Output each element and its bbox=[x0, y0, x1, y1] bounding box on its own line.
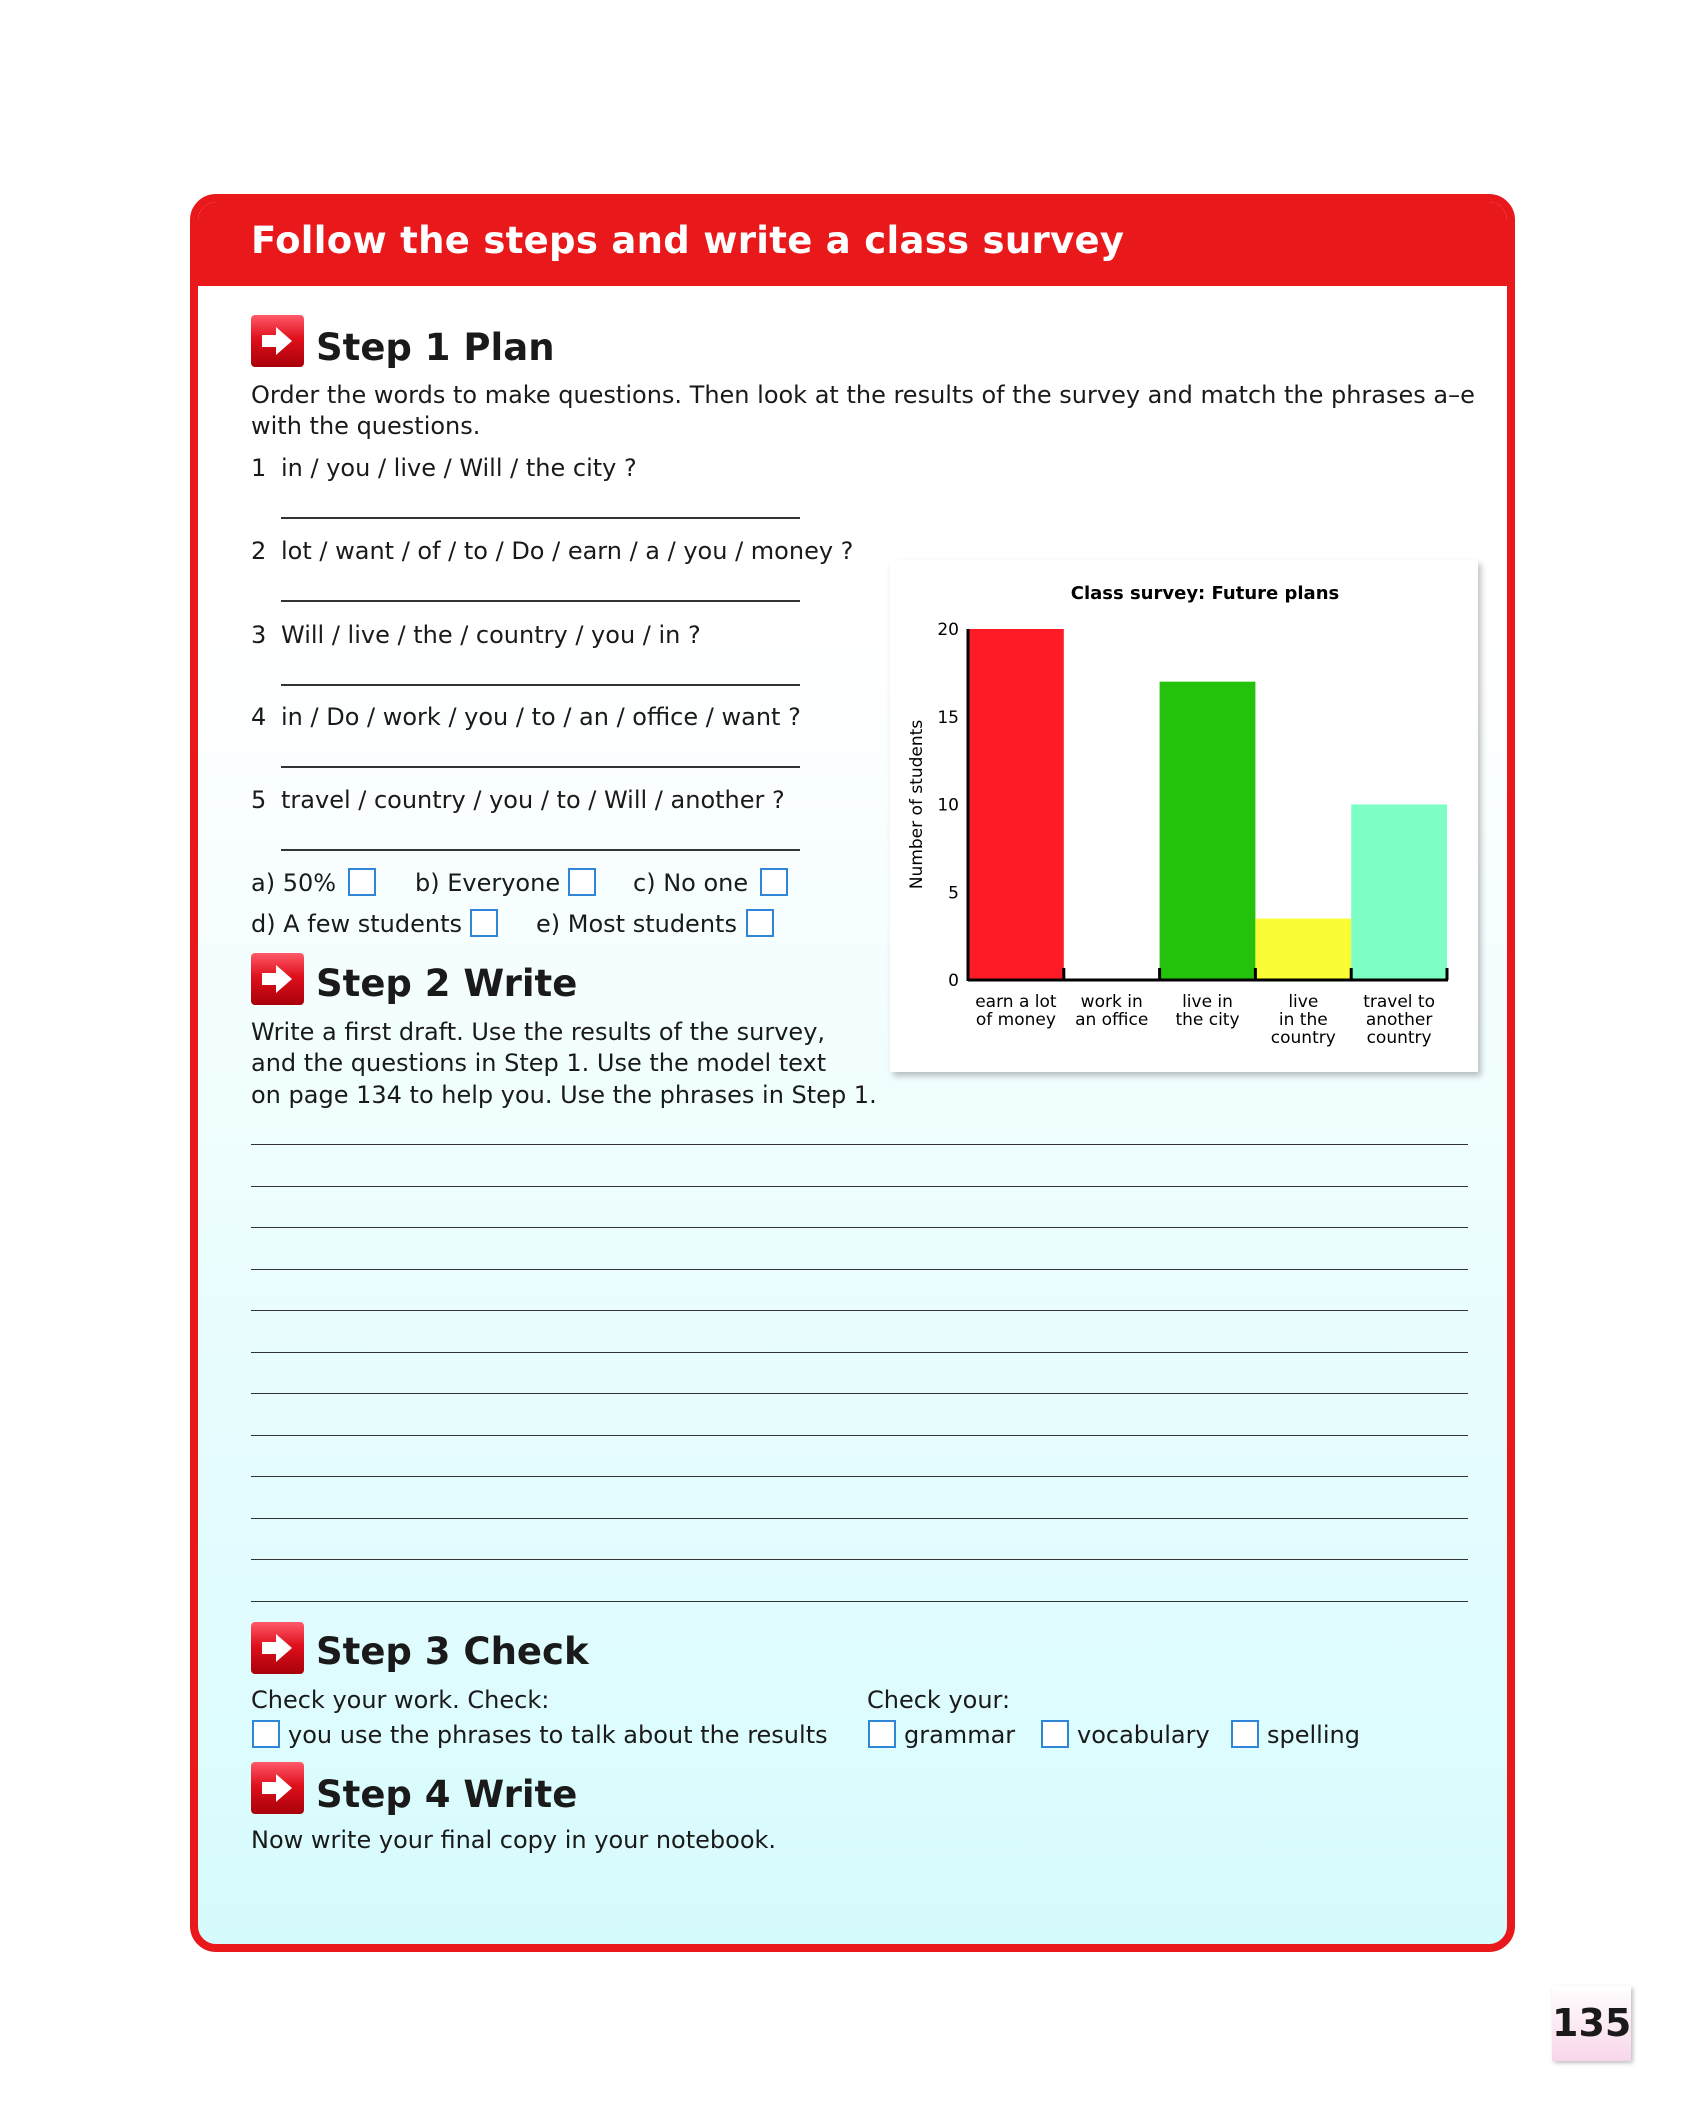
writing-line[interactable] bbox=[251, 1518, 1468, 1519]
step4-text: Now write your final copy in your notebook. bbox=[251, 1826, 777, 1854]
answer-line[interactable] bbox=[281, 849, 800, 851]
writing-line[interactable] bbox=[251, 1435, 1468, 1436]
question-text: Will / live / the / country / you / in ? bbox=[281, 621, 701, 649]
question-number: 5 bbox=[251, 786, 267, 814]
answer-line[interactable] bbox=[281, 600, 800, 602]
y-tick-label: 0 bbox=[948, 971, 959, 991]
x-tick-label: earn a lot bbox=[975, 992, 1057, 1012]
x-tick-label: travel to bbox=[1363, 992, 1435, 1012]
phrase-e-checkbox[interactable] bbox=[746, 909, 774, 937]
question-number: 1 bbox=[251, 454, 267, 482]
spelling-checkbox[interactable] bbox=[1231, 1720, 1259, 1748]
question-text: lot / want / of / to / Do / earn / a / you / money ? bbox=[281, 537, 854, 565]
phrases-checkbox[interactable] bbox=[252, 1720, 280, 1748]
bar-chart bbox=[890, 560, 1478, 1072]
answer-line[interactable] bbox=[281, 766, 800, 768]
vocabulary-label: vocabulary bbox=[1077, 1721, 1210, 1749]
chart-title: Class survey: Future plans bbox=[1070, 583, 1340, 604]
writing-line[interactable] bbox=[251, 1227, 1468, 1228]
page-number: 135 bbox=[1552, 1986, 1631, 2061]
writing-line[interactable] bbox=[251, 1559, 1468, 1560]
x-tick-label: live bbox=[1288, 992, 1319, 1012]
y-tick-label: 10 bbox=[937, 795, 959, 816]
phrase-c: c) No one bbox=[633, 869, 749, 897]
arrow-right-icon bbox=[251, 1622, 304, 1674]
question-number: 4 bbox=[251, 703, 267, 731]
question-text: in / Do / work / you / to / an / office / want ? bbox=[281, 703, 801, 731]
step2-text: Write a first draft. Use the results of the survey, bbox=[251, 1018, 826, 1046]
writing-line[interactable] bbox=[251, 1144, 1468, 1145]
phrase-e: e) Most students bbox=[536, 910, 737, 938]
y-tick-label: 20 bbox=[937, 620, 959, 640]
bar bbox=[968, 629, 1064, 980]
y-tick-label: 5 bbox=[948, 883, 959, 904]
x-tick-label: an office bbox=[1075, 1010, 1149, 1030]
arrow-right-icon bbox=[251, 953, 304, 1005]
check-your-label: Check your: bbox=[867, 1686, 1011, 1714]
question-number: 3 bbox=[251, 621, 267, 649]
vocabulary-checkbox[interactable] bbox=[1041, 1720, 1069, 1748]
y-tick-label: 15 bbox=[937, 707, 959, 728]
writing-line[interactable] bbox=[251, 1310, 1468, 1311]
step2-heading: Step 2 Write bbox=[316, 962, 578, 1005]
arrow-right-icon bbox=[251, 315, 304, 367]
step2-text: on page 134 to help you. Use the phrases in Step 1. bbox=[251, 1081, 877, 1109]
question-number: 2 bbox=[251, 537, 267, 565]
grammar-label: grammar bbox=[904, 1721, 1016, 1749]
step3-heading: Step 3 Check bbox=[316, 1630, 589, 1673]
y-axis-label: Number of students bbox=[907, 719, 927, 890]
phrases-check-label: you use the phrases to talk about the results bbox=[288, 1721, 828, 1749]
page-title: Follow the steps and write a class survey bbox=[251, 219, 1125, 262]
step2-text: and the questions in Step 1. Use the model text bbox=[251, 1049, 827, 1077]
x-tick-label: country bbox=[1366, 1028, 1432, 1048]
writing-line[interactable] bbox=[251, 1476, 1468, 1477]
card-header bbox=[198, 202, 1507, 286]
phrase-a: a) 50% bbox=[251, 869, 337, 897]
writing-line[interactable] bbox=[251, 1269, 1468, 1270]
check-work-label: Check your work. Check: bbox=[251, 1686, 550, 1714]
question-text: travel / country / you / to / Will / another ? bbox=[281, 786, 785, 814]
writing-line[interactable] bbox=[251, 1601, 1468, 1602]
question-text: in / you / live / Will / the city ? bbox=[281, 454, 637, 482]
phrase-d: d) A few students bbox=[251, 910, 462, 938]
chart-panel bbox=[890, 560, 1478, 1072]
writing-line[interactable] bbox=[251, 1186, 1468, 1187]
phrase-a-checkbox[interactable] bbox=[348, 868, 376, 896]
step1-heading: Step 1 Plan bbox=[316, 326, 555, 369]
phrase-c-checkbox[interactable] bbox=[760, 868, 788, 896]
answer-line[interactable] bbox=[281, 517, 800, 519]
bar bbox=[1351, 805, 1447, 981]
x-tick-label: live in bbox=[1182, 992, 1233, 1012]
answer-line[interactable] bbox=[281, 684, 800, 686]
arrow-right-icon bbox=[251, 1762, 304, 1814]
step4-heading: Step 4 Write bbox=[316, 1773, 578, 1816]
x-tick-label: work in bbox=[1080, 992, 1143, 1012]
x-tick-label: another bbox=[1365, 1010, 1433, 1030]
phrase-b-checkbox[interactable] bbox=[568, 868, 596, 896]
x-tick-label: in the bbox=[1278, 1010, 1328, 1030]
grammar-checkbox[interactable] bbox=[868, 1720, 896, 1748]
bar bbox=[1255, 919, 1351, 980]
spelling-label: spelling bbox=[1267, 1721, 1360, 1749]
writing-line[interactable] bbox=[251, 1393, 1468, 1394]
x-tick-label: country bbox=[1270, 1028, 1336, 1048]
phrase-b: b) Everyone bbox=[415, 869, 561, 897]
x-tick-label: of money bbox=[975, 1010, 1056, 1030]
step1-instruction: Order the words to make questions. Then look at the results of the survey and match the phrases a–e bbox=[251, 381, 1475, 409]
writing-line[interactable] bbox=[251, 1352, 1468, 1353]
step1-instruction-cont: with the questions. bbox=[251, 412, 481, 440]
x-tick-label: the city bbox=[1175, 1010, 1240, 1030]
bar bbox=[1160, 682, 1256, 980]
phrase-d-checkbox[interactable] bbox=[470, 909, 498, 937]
